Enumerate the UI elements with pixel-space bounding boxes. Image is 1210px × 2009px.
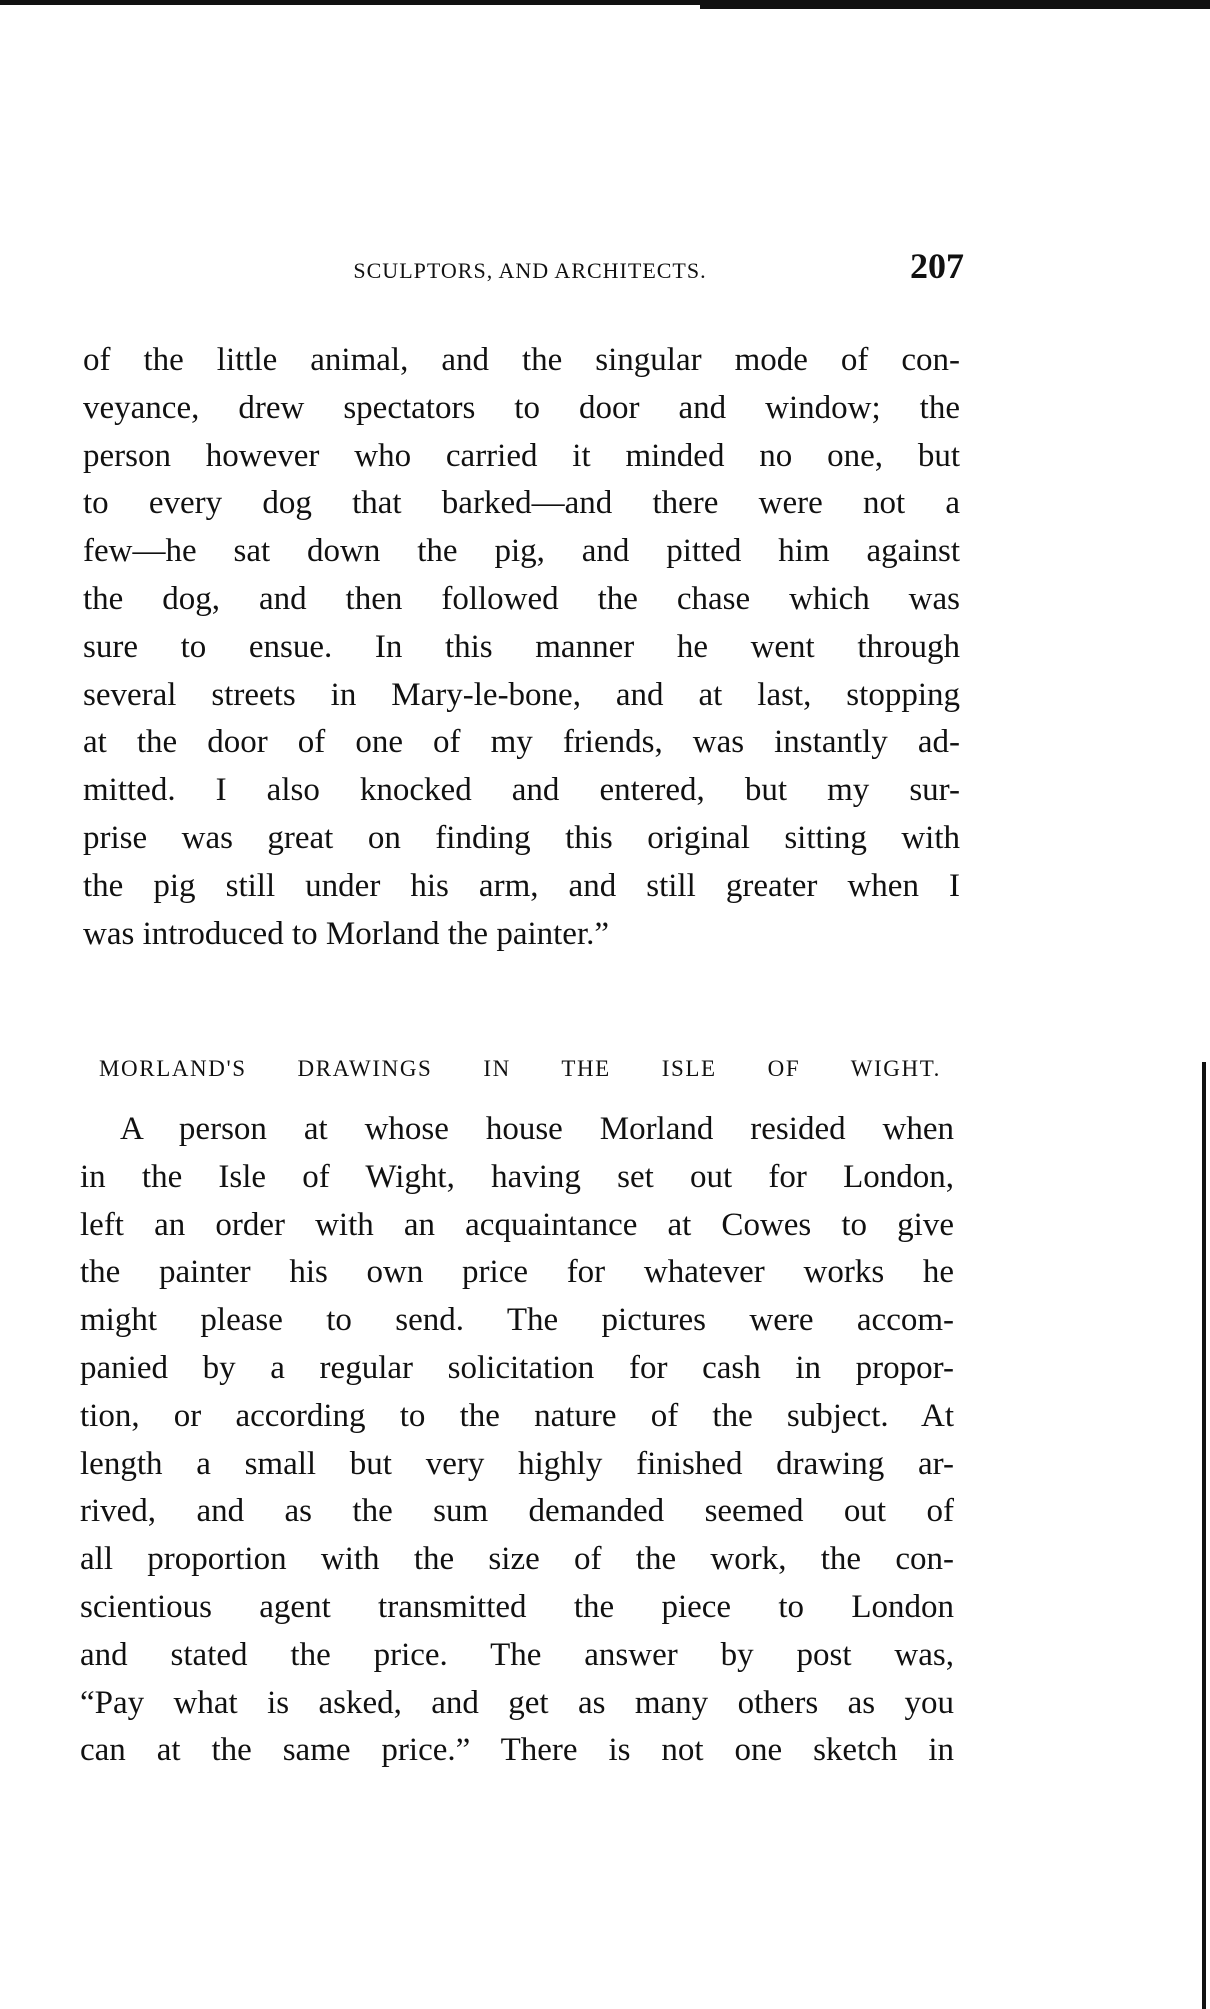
text-line: A person at whose house Morland resided when <box>120 1111 954 1147</box>
text-line: sure to ensue. In this manner he went through <box>83 628 960 665</box>
text-line: mitted. I also knocked and entered, but my sur- <box>83 772 960 809</box>
text-line: the pig still under his arm, and still greater when I <box>83 867 960 904</box>
text-line: in the Isle of Wight, having set out for London, <box>80 1158 954 1195</box>
text-line: “Pay what is asked, and get as many others as you <box>80 1684 954 1721</box>
page-number: 207 <box>910 246 964 286</box>
scan-right-edge <box>1202 1062 1206 2009</box>
text-line: at the door of one of my friends, was instantly ad- <box>83 724 960 761</box>
paragraph-2 <box>80 1106 954 1775</box>
text-line: was introduced to Morland the painter.” <box>83 915 610 952</box>
text-line: can at the same price.” There is not one sketch in <box>80 1732 954 1769</box>
text-line: and stated the price. The answer by post was, <box>80 1636 954 1673</box>
text-line: left an order with an acquaintance at Cowes to give <box>80 1206 954 1243</box>
text-line: few—he sat down the pig, and pitted him against <box>83 533 960 570</box>
text-line: panied by a regular solicitation for cash in propor- <box>80 1349 954 1386</box>
section-heading: MORLAND'S DRAWINGS IN THE ISLE OF WIGHT. <box>99 1056 941 1081</box>
text-line: might please to send. The pictures were accom- <box>80 1302 954 1339</box>
paragraph-1 <box>83 337 960 958</box>
text-line: several streets in Mary-le-bone, and at last, stopping <box>83 676 960 713</box>
scan-top-edge-shadow <box>700 0 1210 9</box>
text-line: veyance, drew spectators to door and window; the <box>83 389 960 426</box>
text-line: person however who carried it minded no one, but <box>83 437 960 474</box>
text-line: of the little animal, and the singular mode of con- <box>83 342 960 378</box>
text-line: rived, and as the sum demanded seemed out of <box>80 1493 954 1530</box>
text-line: all proportion with the size of the work, the con- <box>80 1541 954 1578</box>
running-head: SCULPTORS, AND ARCHITECTS. <box>353 258 707 283</box>
text-line: scientious agent transmitted the piece to London <box>80 1588 954 1625</box>
text-line: the painter his own price for whatever works he <box>80 1254 954 1291</box>
text-line: tion, or according to the nature of the subject. At <box>80 1397 954 1434</box>
text-line: length a small but very highly finished drawing ar- <box>80 1445 954 1482</box>
text-line: the dog, and then followed the chase which was <box>83 580 960 617</box>
text-line: prise was great on finding this original sitting with <box>83 819 960 856</box>
text-line: to every dog that barked—and there were not a <box>83 485 960 522</box>
